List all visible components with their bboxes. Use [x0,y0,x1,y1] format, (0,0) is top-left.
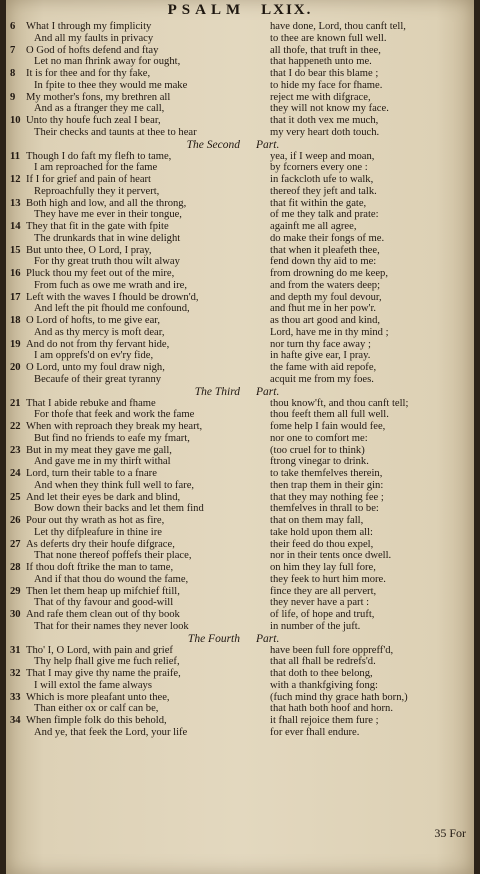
part-heading-third: The Third Part. [194,385,280,398]
verse-number: 22 [10,421,21,432]
verse-left-text: Thy help fhall give me fuch relief, [34,656,180,668]
verse-continuation-line [10,574,472,586]
verse-right-text: thou feeft them all full well. [270,409,389,421]
verse-right-text: with a thankfgiving fong: [270,679,378,691]
verse-number: 21 [10,397,21,409]
verse-left-text: Becaufe of their great tyranny [34,373,162,385]
verse-right-text: againft me all agree, [270,221,357,232]
verse-number: 31 [10,644,21,656]
verse-right-text: they will not know my face. [270,103,389,115]
verse-right-text: it fhall rejoice them fure ; [270,715,379,726]
verse-line [10,315,472,327]
verse-right-text: reject me with difgrace, [270,91,371,103]
verse-continuation-line [10,480,472,492]
verse-left-text: From fuch as owe me wrath and ire, [34,279,187,291]
part-heading-second: The Second Part. [186,138,280,151]
verse-right-text: that hath both hoof and horn. [270,703,393,715]
verse-number: 12 [10,174,21,185]
header-psalm-number: LXIX. [261,2,313,18]
verse-right-text: that it doth vex me much, [270,115,379,126]
verse-continuation-line [10,186,472,198]
verse-line [10,268,472,280]
verse-continuation-line [10,374,472,386]
verse-number: 10 [10,115,21,126]
running-header [6,2,474,19]
verse-left-text: Their checks and taunts at thee to hear [34,126,197,138]
verse-number: 23 [10,444,21,456]
verse-line [10,668,472,680]
verse-left-text: As deferts dry their houfe difgrace, [26,538,175,550]
verse-right-text: nor one to comfort me: [270,432,368,444]
verse-line [10,174,472,186]
verse-line [10,468,472,480]
verse-left-text: When with reproach they break my heart, [26,421,203,432]
verse-right-text: their feed do thou expel, [270,538,374,550]
verse-left-text: O Lord, unto my foul draw nigh, [26,362,165,373]
verse-continuation-line [10,350,472,362]
verse-continuation-line [10,727,472,739]
verse-number: 19 [10,338,21,350]
verse-line [10,445,472,457]
verse-number: 7 [10,44,16,56]
verse-right-text: nor in their tents once dwell. [270,550,392,562]
verse-left-text: And if that thou do wound the fame, [34,573,189,585]
verse-continuation-line [10,621,472,633]
verse-number: 15 [10,244,21,256]
verse-right-text: and depth my foul devour, [270,291,382,303]
verses-first-part [10,21,472,139]
verse-line [10,515,472,527]
verses-third-part [10,398,472,633]
verse-line [10,92,472,104]
verse-right-text: that happeneth unto me. [270,56,372,68]
verse-number: 27 [10,538,21,550]
verse-left-text: Unto thy houfe fuch zeal I bear, [26,115,161,126]
verse-right-text: in fackcloth ufe to walk, [270,174,374,185]
verse-number: 8 [10,68,16,79]
verse-right-text: to hide my face for fhame. [270,79,383,91]
verse-right-text: from drowning do me keep, [270,268,388,279]
verse-number: 26 [10,515,21,526]
verse-left-text: They that fit in the gate with fpite [26,221,169,232]
verse-continuation-line [10,303,472,315]
verse-continuation-line [10,103,472,115]
verse-right-text: all thofe, that truft in thee, [270,44,381,56]
verse-number: 20 [10,362,21,373]
verse-number: 30 [10,609,21,620]
header-word: PSALM [167,2,246,18]
verse-left-text: Though I do faft my flefh to tame, [26,150,172,162]
verse-left-text: Both high and low, and all the throng, [26,197,187,209]
verse-right-text: that they may nothing fee ; [270,491,384,503]
verse-number: 18 [10,315,21,326]
verse-left-text: That for their names they never look [34,620,189,632]
verse-left-text: Tho' I, O Lord, with pain and grief [26,644,173,656]
verse-left-text: I am reproached for the fame [34,162,158,174]
verse-continuation-line [10,527,472,539]
verse-continuation-line [10,256,472,268]
verse-right-text: have been full fore oppreff'd, [270,644,394,656]
verse-line [10,21,472,33]
verse-right-text: fend down thy aid to me: [270,256,377,268]
verse-number: 33 [10,691,21,703]
verse-right-text: that on them may fall, [270,515,364,526]
verse-continuation-line [10,680,472,692]
verse-line [10,645,472,657]
verse-line [10,198,472,210]
verse-number: 14 [10,221,21,232]
verse-right-text: fince they are all pervert, [270,585,377,597]
verse-continuation-line [10,656,472,668]
verse-left-text: And all my faults in privacy [34,32,154,44]
verse-left-text: In fpite to thee they would me make [34,79,188,91]
verse-left-text: Bow down their backs and let them find [34,503,204,515]
verse-right-text: that doth to thee belong, [270,668,373,679]
verse-left-text: But in my meat they gave me gall, [26,444,172,456]
verse-right-text: that I do bear this blame ; [270,68,379,79]
verse-right-text: that fit within the gate, [270,197,367,209]
verse-right-text: (too cruel for to think) [270,444,365,456]
verse-number: 17 [10,291,21,303]
verse-number: 6 [10,21,16,32]
verse-continuation-line [10,56,472,68]
verse-continuation-line [10,703,472,715]
verse-number: 9 [10,91,16,103]
verse-right-text: to thee are known full well. [270,32,387,44]
verse-continuation-line [10,456,472,468]
verse-right-text: do make their fongs of me. [270,232,385,244]
verse-right-text: thou know'ft, and thou canft tell; [270,397,409,409]
verse-left-text: That none thereof poffefs their place, [34,550,192,562]
verse-line [10,715,472,727]
verse-line [10,586,472,598]
verse-right-text: acquit me from my foes. [270,373,374,385]
verse-left-text: And rafe them clean out of thy book [26,609,180,620]
verse-number: 16 [10,268,21,279]
verse-right-text: they feek to hurt him more. [270,573,386,585]
verse-left-text: O Lord of hofts, to me give ear, [26,315,161,326]
verse-right-text: and fhut me in her pow'r. [270,303,377,315]
verse-right-text: that when it pleafeth thee, [270,244,380,256]
verse-continuation-line [10,162,472,174]
verse-left-text: Reproachfully they it pervert, [34,185,160,197]
verse-right-text: fome help I fain would fee, [270,421,386,432]
verse-right-text: my very heart doth touch. [270,126,380,138]
verse-left-text: And when they think full well to fare, [34,479,195,491]
verse-line [10,245,472,257]
verse-right-text: to take themfelves therein, [270,468,383,479]
verse-left-text: They have me ever in their tongue, [34,209,182,221]
verse-right-text: yea, if I weep and moan, [270,150,375,162]
verse-continuation-line [10,127,472,139]
verses-second-part [10,151,472,386]
verse-number: 29 [10,585,21,597]
verse-right-text: that all fhall be redrefs'd. [270,656,376,668]
verse-left-text: That I abide rebuke and fhame [26,397,156,409]
verse-continuation-line [10,597,472,609]
catchword: 35 For [434,826,466,840]
verse-continuation-line [10,80,472,92]
verse-left-text: Then let them heap up mifchief ftill, [26,585,180,597]
verse-continuation-line [10,503,472,515]
verse-line [10,562,472,574]
verse-right-text: nor turn thy face away ; [270,338,371,350]
verse-left-text: If I for grief and pain of heart [26,174,152,185]
verse-number: 24 [10,468,21,479]
verse-right-text: for ever fhall endure. [270,726,360,738]
verse-right-text: (fuch mind thy grace hath born,) [270,691,408,703]
verse-left-text: And do not from thy fervant hide, [26,338,170,350]
verse-continuation-line [10,327,472,339]
verse-number: 28 [10,562,21,573]
verse-right-text: of life, of hope and truft, [270,609,375,620]
verse-right-text: the fame with aid repofe, [270,362,377,373]
verse-left-text: O God of hofts defend and ftay [26,44,159,56]
verse-left-text: And gave me in my thirft withal [34,456,171,468]
verse-left-text: What I through my fimplicity [26,21,152,32]
part-heading-fourth: The Fourth Part. [187,632,280,645]
verse-left-text: The drunkards that in wine delight [34,232,181,244]
verse-right-text: in hafte give ear, I pray. [270,350,371,362]
verse-line [10,115,472,127]
verse-left-text: If thou doft ftrike the man to tame, [26,562,174,573]
verse-left-text: And as a ftranger they me call, [34,103,165,115]
verse-continuation-line [10,550,472,562]
verse-left-text: But find no friends to eafe my fmart, [34,432,190,444]
verse-left-text: For thy great truth thou wilt alway [34,256,180,268]
verse-right-text: on him they lay full fore, [270,562,376,573]
verse-right-text: of me they talk and prate: [270,209,379,221]
verse-left-text: Pluck thou my feet out of the mire, [26,268,175,279]
verse-right-text: have done, Lord, thou canft tell, [270,21,406,32]
verse-line [10,221,472,233]
verse-left-text: For thofe that feek and work the fame [34,409,195,421]
verse-line [10,339,472,351]
verse-left-text: I am opprefs'd on ev'ry fide, [34,350,154,362]
verse-line [10,151,472,163]
verse-continuation-line [10,209,472,221]
verse-right-text: themfelves in thrall to be: [270,503,379,515]
verse-right-text: as thou art good and kind, [270,315,381,326]
verse-number: 11 [10,150,21,162]
verse-left-text: I will extol the fame always [34,679,152,691]
verse-left-text: But unto thee, O Lord, I pray, [26,244,152,256]
verse-left-text: My mother's fons, my brethren all [26,91,171,103]
verse-right-text: they never have a part : [270,597,370,609]
verse-line [10,539,472,551]
verse-right-text: thereof they jeft and talk. [270,185,377,197]
verse-line [10,492,472,504]
verse-number: 34 [10,715,21,726]
verse-line [10,68,472,80]
verse-right-text: in number of the juft. [270,620,361,632]
verse-continuation-line [10,280,472,292]
verse-left-text: That of thy favour and good-will [34,597,174,609]
verse-right-text: ftrong vinegar to drink. [270,456,369,468]
verse-left-text: Left with the waves I fhould be drown'd, [26,291,199,303]
verse-line [10,609,472,621]
verse-left-text: When fimple folk do this behold, [26,715,167,726]
book-page [6,0,474,874]
verse-left-text: Lord, turn their table to a fnare [26,468,157,479]
verse-line [10,45,472,57]
verse-continuation-line [10,233,472,245]
verse-number: 32 [10,668,21,679]
psalm-text [10,21,472,739]
verse-right-text: Lord, have me in thy mind ; [270,326,389,338]
verse-continuation-line [10,33,472,45]
verse-left-text: Let no man fhrink away for ought, [34,56,181,68]
verse-left-text: It is for thee and for thy fake, [26,68,151,79]
verse-continuation-line [10,433,472,445]
verse-line [10,421,472,433]
verse-number: 25 [10,491,21,503]
verse-line [10,292,472,304]
verse-left-text: Which is more pleafant unto thee, [26,691,170,703]
verse-left-text: Let thy difpleafure in thine ire [34,526,162,538]
bottom-margin [6,845,474,874]
verse-line [10,362,472,374]
verses-fourth-part [10,645,472,739]
verse-left-text: And left the pit fhould me confound, [34,303,190,315]
verse-right-text: take hold upon them all: [270,526,373,538]
verse-continuation-line [10,409,472,421]
verse-line [10,398,472,410]
verse-number: 13 [10,197,21,209]
verse-left-text: Than either ox or calf can be, [34,703,159,715]
verse-left-text: Pour out thy wrath as hot as fire, [26,515,165,526]
verse-right-text: then trap them in their gin: [270,479,384,491]
verse-left-text: And let their eyes be dark and blind, [26,491,181,503]
verse-left-text: And as thy mercy is moft dear, [34,326,165,338]
verse-right-text: and from the waters deep; [270,279,381,291]
verse-left-text: And ye, that feek the Lord, your life [34,726,188,738]
verse-left-text: That I may give thy name the praife, [26,668,181,679]
verse-line [10,692,472,704]
verse-right-text: by fcorners every one : [270,162,368,174]
